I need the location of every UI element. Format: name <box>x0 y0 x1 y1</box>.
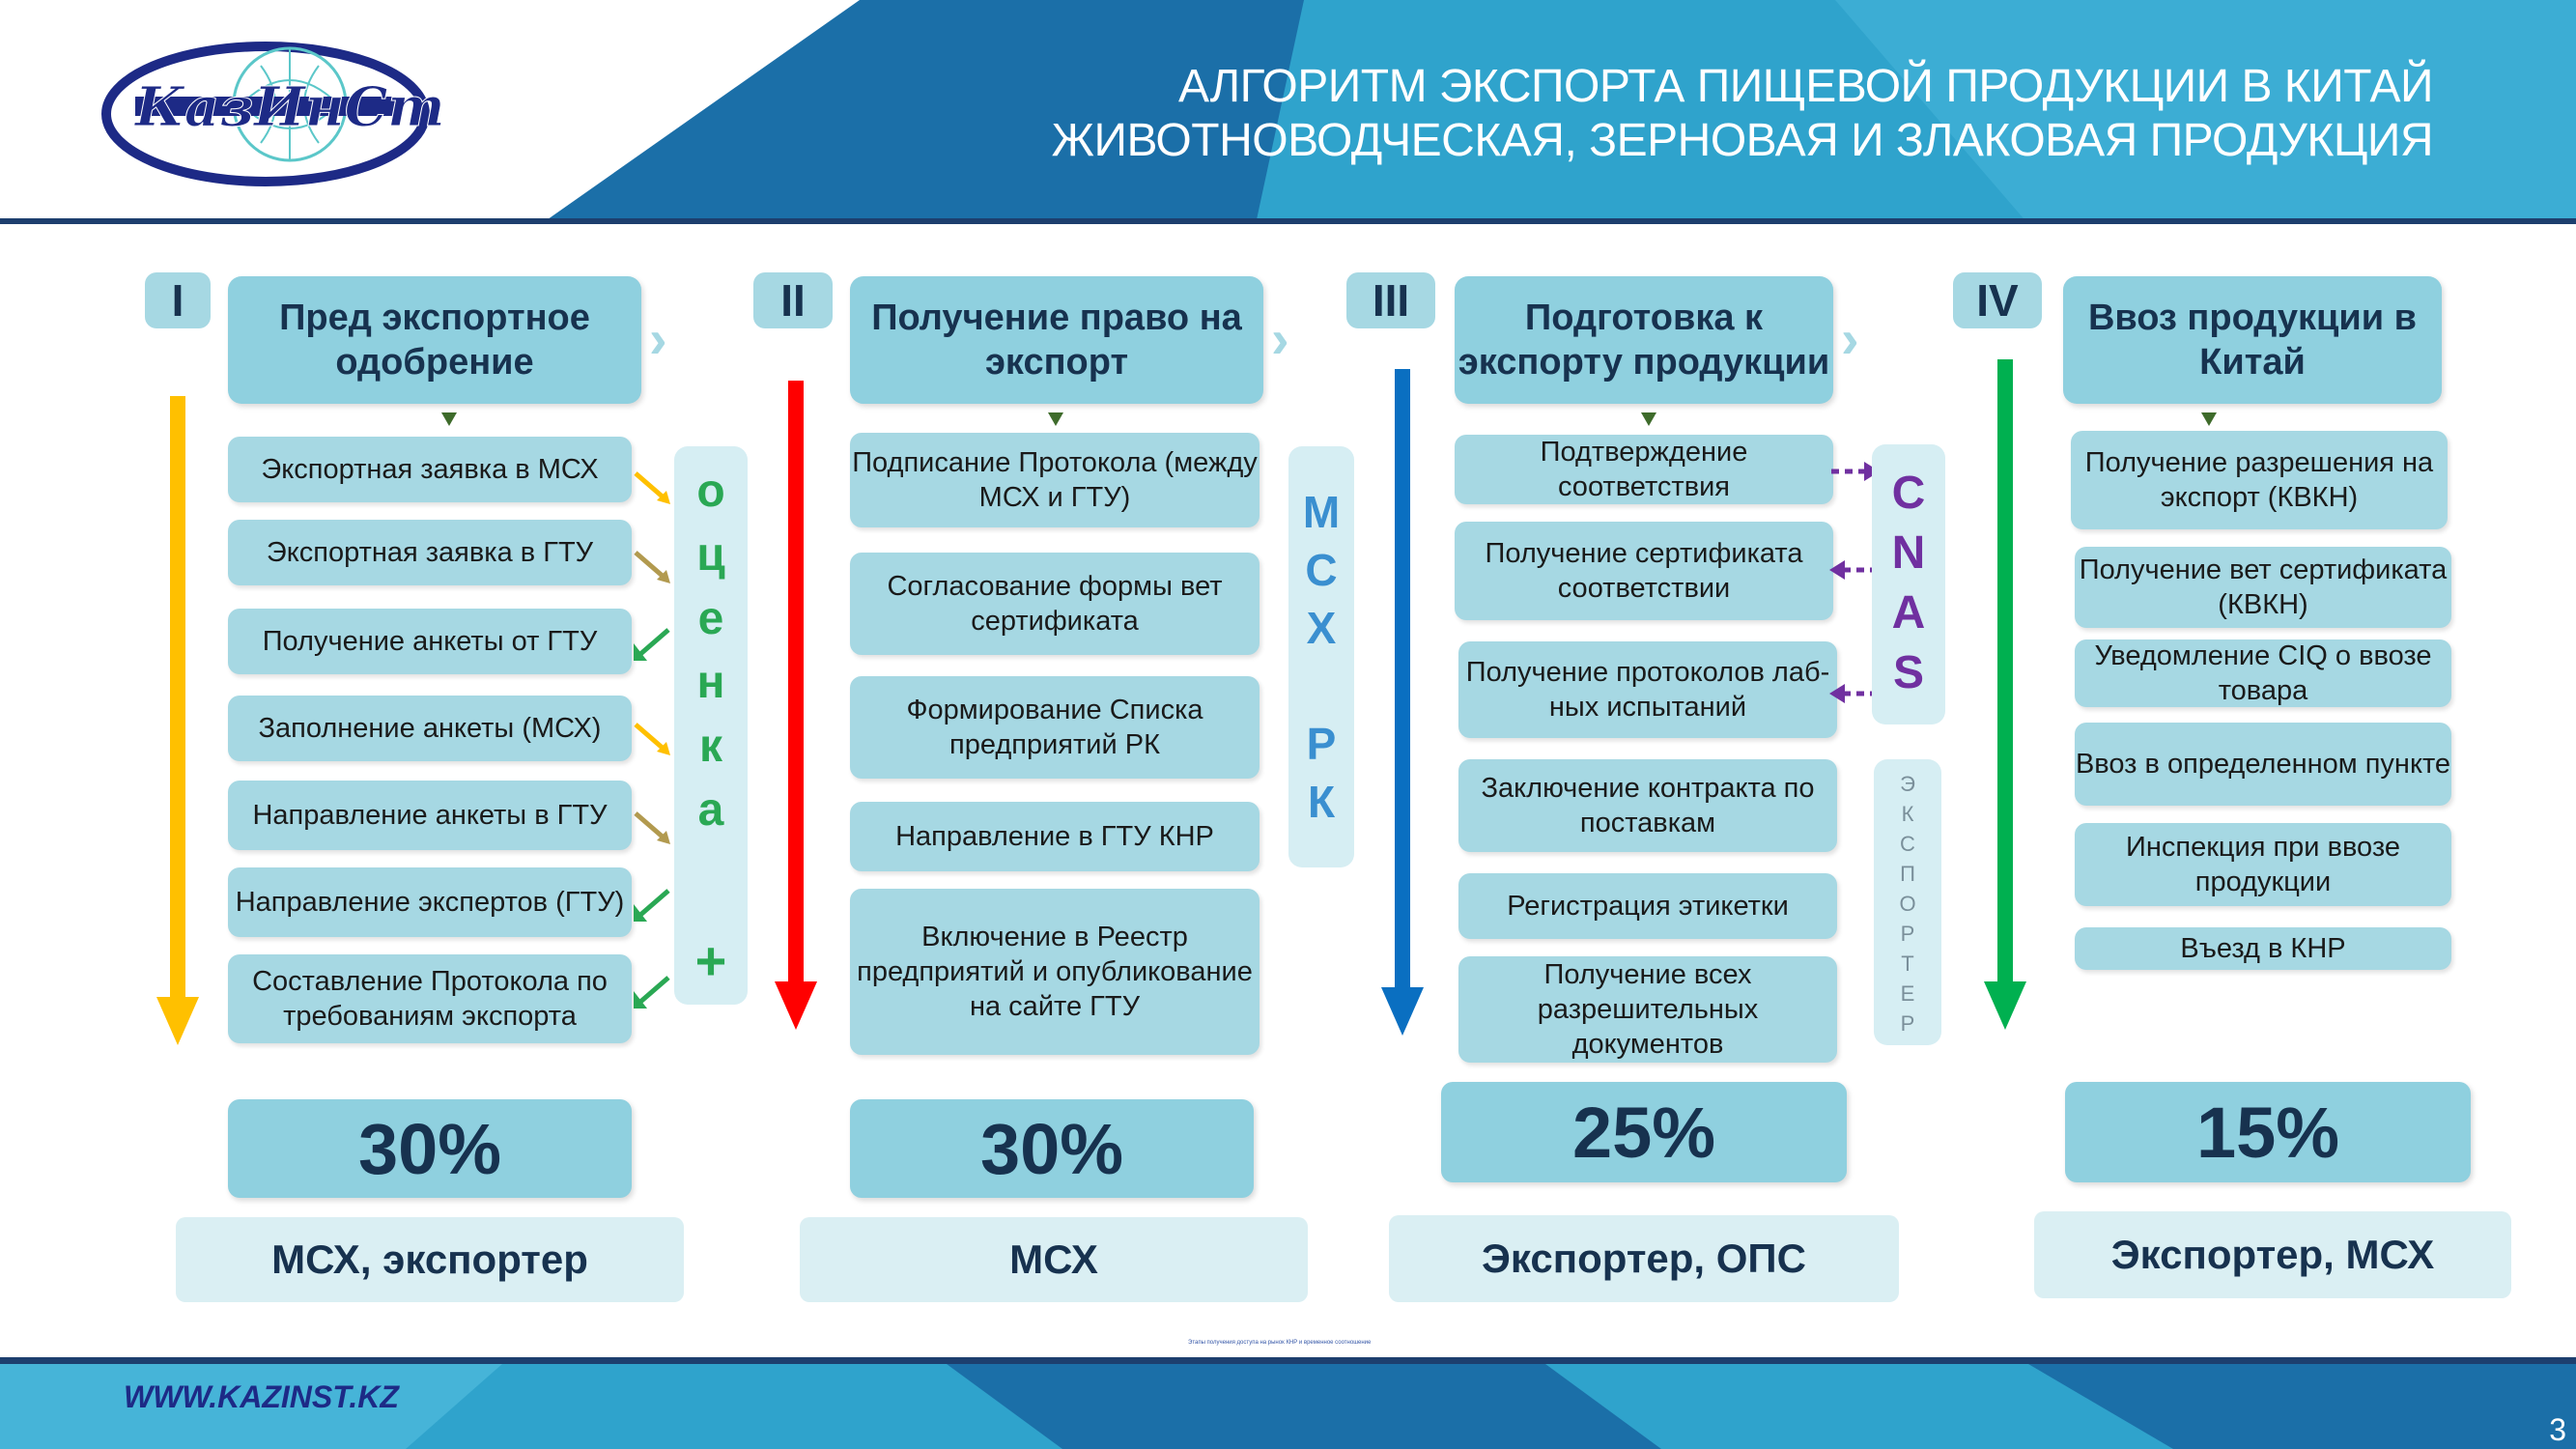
down-arrow-icon <box>439 411 459 428</box>
website-link[interactable]: WWW.KAZINST.KZ <box>124 1379 399 1414</box>
stage-1-title: Пред экспортное одобрение <box>228 276 641 404</box>
stage-1-percent: 30% <box>228 1099 632 1198</box>
stage-4-step-5: Инспекция при ввозе продукции <box>2075 823 2451 906</box>
stage-2-title: Получение право на экспорт <box>850 276 1263 404</box>
stage-4-arrow-icon <box>1982 359 2028 1036</box>
stage-3-step-4: Заключение контракта по поставкам <box>1458 759 1837 852</box>
stage-3-exporter-label: Э К С П О Р Т Е Р <box>1899 772 1916 1036</box>
stage-3-step-6: Получение всех разрешительных документов <box>1458 956 1837 1063</box>
stage-3-arrow-icon <box>1379 369 1426 1041</box>
stage-4-number: IV <box>1953 272 2042 328</box>
down-arrow-icon <box>1046 411 1065 428</box>
stage-1-step-2: Экспортная заявка в ГТУ <box>228 520 632 585</box>
stage-1-arrow-icon <box>155 396 201 1053</box>
down-arrow-icon <box>1639 411 1658 428</box>
stage-4-percent: 15% <box>2065 1082 2471 1182</box>
stage-2-arrow-icon <box>773 381 819 1037</box>
logo <box>97 37 445 191</box>
stage-4-title: Ввоз продукции в Китай <box>2063 276 2442 404</box>
stage-1-step-5: Направление анкеты в ГТУ <box>228 781 632 850</box>
stage-4-step-4: Ввоз в определенном пункте <box>2075 723 2451 806</box>
stage-3-number: III <box>1346 272 1435 328</box>
stage-1-step-6: Направление экспертов (ГТУ) <box>228 867 632 937</box>
stage-2-step-3: Формирование Списка предприятий РК <box>850 676 1260 779</box>
stage-3-step-2: Получение сертификата соответствии <box>1455 522 1833 620</box>
stage-2-step-5: Включение в Реестр предприятий и опубликование на сайте ГТУ <box>850 889 1260 1055</box>
page-number: 3 <box>2549 1412 2566 1447</box>
page-title-line-1: АЛГОРИТМ ЭКСПОРТА ПИЩЕВОЙ ПРОДУКЦИИ В КИТАЙ <box>1178 61 2433 112</box>
stage-1-step-4: Заполнение анкеты (МСХ) <box>228 696 632 761</box>
stage-3-percent: 25% <box>1441 1082 1847 1182</box>
stage-1-connector-arrows <box>630 464 676 1043</box>
down-arrow-icon <box>2199 411 2219 428</box>
stage-2-side-label: М С Х Р К <box>1302 487 1341 827</box>
stage-3-step-3: Получение протоколов лаб-ных испытаний <box>1458 641 1837 738</box>
stage-4-step-6: Въезд в КНР <box>2075 927 2451 970</box>
stage-4-step-1: Получение разрешения на экспорт (КВКН) <box>2071 431 2448 529</box>
page-title-line-2: ЖИВОТНОВОДЧЕСКАЯ, ЗЕРНОВАЯ И ЗЛАКОВАЯ ПРОДУКЦИЯ <box>1051 115 2433 166</box>
stage-3-cnas-label: C N A S <box>1891 468 1926 698</box>
stage-2-percent: 30% <box>850 1099 1254 1198</box>
stage-2-step-1: Подписание Протокола (между МСХ и ГТУ) <box>850 433 1260 527</box>
stage-4-owner: Экспортер, МСХ <box>2034 1211 2511 1298</box>
stage-3-owner: Экспортер, ОПС <box>1389 1215 1899 1302</box>
chevron-right-icon: › <box>1271 308 1289 369</box>
stage-2-owner: МСХ <box>800 1217 1308 1302</box>
stage-2-step-4: Направление в ГТУ КНР <box>850 802 1260 871</box>
stage-1-number: I <box>145 272 211 328</box>
small-note: Этапы получения доступа на рынок КНР и временное соотношение <box>1188 1340 1372 1346</box>
stage-3-step-5: Регистрация этикетки <box>1458 873 1837 939</box>
stage-1-step-1: Экспортная заявка в МСХ <box>228 437 632 502</box>
stage-4-step-3: Уведомление CIQ о ввозе товара <box>2075 639 2451 707</box>
stage-1-side-plus: + <box>694 930 727 991</box>
stage-1-owner: МСХ, экспортер <box>176 1217 684 1302</box>
stage-1-step-3: Получение анкеты от ГТУ <box>228 609 632 674</box>
stage-3-title: Подготовка к экспорту продукции <box>1455 276 1833 404</box>
stage-3-step-1: Подтверждение соответствия <box>1455 435 1833 504</box>
logo-text: КазИнСт <box>135 75 445 139</box>
stage-4-step-2: Получение вет сертификата (КВКН) <box>2075 547 2451 628</box>
chevron-right-icon: › <box>649 308 667 369</box>
stage-1-side-label: о ц е н к а <box>696 466 725 836</box>
stage-2-step-2: Согласование формы вет сертификата <box>850 553 1260 655</box>
chevron-right-icon: › <box>1841 308 1859 369</box>
stage-1-step-7: Составление Протокола по требованиям экспорта <box>228 954 632 1043</box>
stage-2-number: II <box>753 272 833 328</box>
